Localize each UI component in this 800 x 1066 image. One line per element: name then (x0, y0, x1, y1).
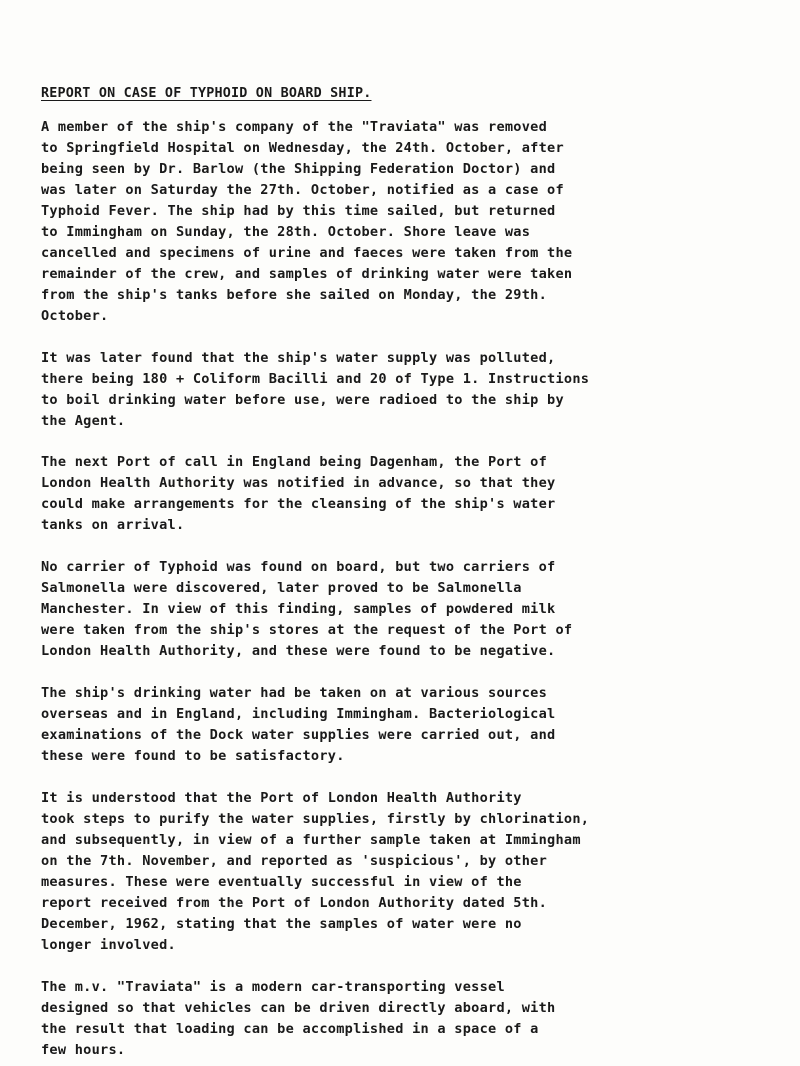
paragraph-5-line-4: these were found to be satisfactory. (41, 748, 345, 764)
paragraph-1-line-5: Typhoid Fever. The ship had by this time sailed, but returned (41, 203, 556, 219)
paragraph-4-line-4: were taken from the ship's stores at the request of the Port of (41, 622, 573, 638)
paragraph-2-line-2: there being 180 + Coliform Bacilli and 20 of Type 1. Instructions (41, 371, 590, 387)
paragraph-1-line-6: to Immingham on Sunday, the 28th. October. Shore leave was (41, 224, 531, 240)
paragraph-1-line-8: remainder of the crew, and samples of drinking water were taken (41, 266, 573, 282)
paragraph-3-line-1: The next Port of call in England being Dagenham, the Port of (41, 454, 548, 470)
paragraph-3-line-2: London Health Authority was notified in advance, so that they (41, 475, 556, 491)
paragraph-6-line-5: measures. These were eventually successful in view of the (41, 874, 522, 890)
paragraph-5-line-2: overseas and in England, including Immingham. Bacteriological (41, 706, 556, 722)
paragraph-6-line-8: longer involved. (41, 937, 176, 953)
document-title: REPORT ON CASE OF TYPHOID ON BOARD SHIP. (41, 86, 372, 101)
paragraph-6-line-3: and subsequently, in view of a further sample taken at Immingham (41, 832, 581, 848)
paragraph-7-line-2: designed so that vehicles can be driven directly aboard, with (41, 1000, 556, 1016)
paragraph-1-line-9: from the ship's tanks before she sailed on Monday, the 29th. (41, 287, 548, 303)
paragraph-6-line-1: It is understood that the Port of London Health Authority (41, 790, 522, 806)
paragraph-1-line-10: October. (41, 308, 109, 324)
paragraph-1-line-2: to Springfield Hospital on Wednesday, the 24th. October, after (41, 140, 564, 156)
paragraph-1-line-1: A member of the ship's company of the "Traviata" was removed (41, 119, 548, 135)
paragraph-5-line-1: The ship's drinking water had be taken on at various sources (41, 685, 548, 701)
paragraph-2-line-4: the Agent. (41, 413, 126, 429)
paragraph-6-line-2: took steps to purify the water supplies, firstly by chlorination, (41, 811, 590, 827)
paragraph-4-line-3: Manchester. In view of this finding, samples of powdered milk (41, 601, 556, 617)
paragraph-4-line-1: No carrier of Typhoid was found on board, but two carriers of (41, 559, 556, 575)
paragraph-7-line-4: few hours. (41, 1042, 126, 1058)
paragraph-4-line-2: Salmonella were discovered, later proved to be Salmonella (41, 580, 522, 596)
paragraph-7-line-1: The m.v. "Traviata" is a modern car-transporting vessel (41, 979, 505, 995)
paragraph-4-line-5: London Health Authority, and these were found to be negative. (41, 643, 556, 659)
paragraph-1-line-3: being seen by Dr. Barlow (the Shipping Federation Doctor) and (41, 161, 556, 177)
paragraph-1-line-7: cancelled and specimens of urine and faeces were taken from the (41, 245, 573, 261)
paragraph-6-line-6: report received from the Port of London Authority dated 5th. (41, 895, 548, 911)
paragraph-3-line-4: tanks on arrival. (41, 517, 185, 533)
paragraph-5-line-3: examinations of the Dock water supplies were carried out, and (41, 727, 556, 743)
paragraph-2-line-3: to boil drinking water before use, were radioed to the ship by (41, 392, 564, 408)
paragraph-3-line-3: could make arrangements for the cleansing of the ship's water (41, 496, 556, 512)
paragraph-2-line-1: It was later found that the ship's water supply was polluted, (41, 350, 556, 366)
paragraph-7-line-3: the result that loading can be accomplished in a space of a (41, 1021, 539, 1037)
paragraph-1-line-4: was later on Saturday the 27th. October, notified as a case of (41, 182, 564, 198)
paragraph-6-line-7: December, 1962, stating that the samples of water were no (41, 916, 522, 932)
paragraph-6-line-4: on the 7th. November, and reported as 'suspicious', by other (41, 853, 548, 869)
